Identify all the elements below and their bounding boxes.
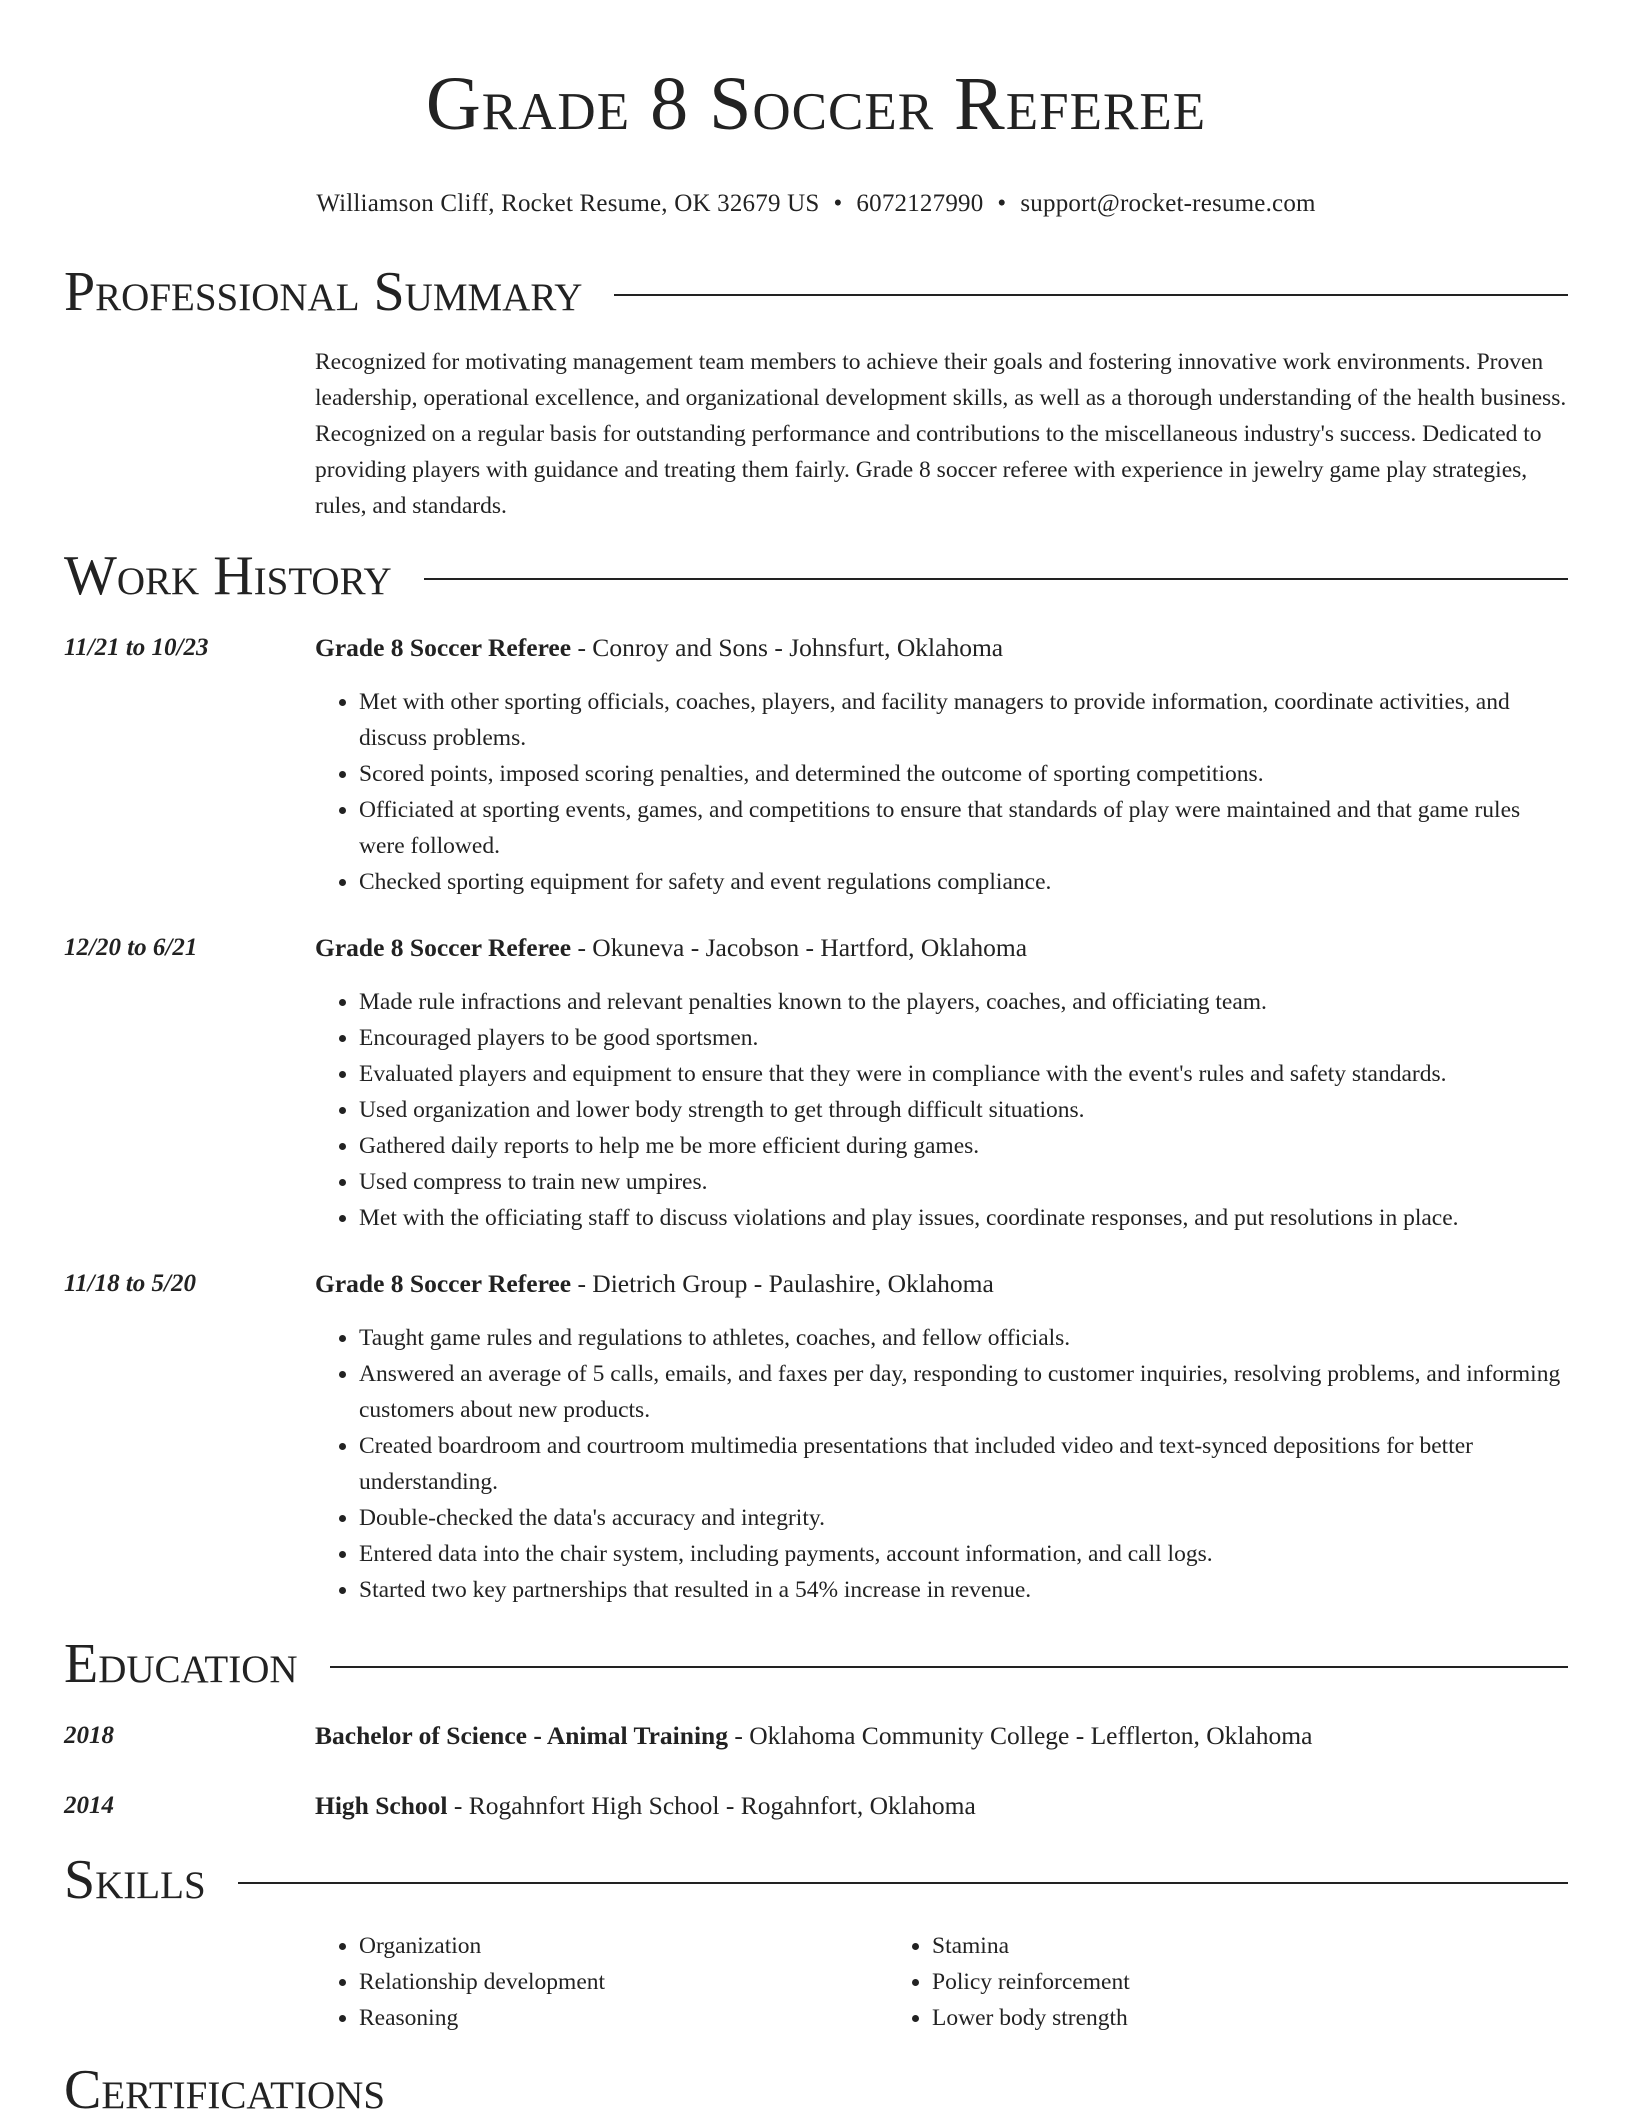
contact-line xyxy=(64,188,1568,220)
list-item: • Checked sporting equipment for safety and event regulations compliance. xyxy=(359,864,1568,900)
summary-section-header xyxy=(64,260,1568,324)
job-title: Grade 8 Soccer Referee xyxy=(315,633,572,662)
resume-page xyxy=(64,0,1568,2122)
list-item: • Encouraged players to be good sportsmen. xyxy=(359,1020,1568,1056)
list-item: • Created boardroom and courtroom multimedia presentations that included video and text-synced depositions for better understanding. xyxy=(359,1428,1568,1500)
education-year: 2018 xyxy=(64,1722,114,1749)
skill-item: • Lower body strength xyxy=(932,2000,1568,2036)
list-item: • Made rule infractions and relevant penalties known to the players, coaches, and officiating team. xyxy=(359,984,1568,1020)
education-school: - Oklahoma Community College - Lefflerton, Oklahoma xyxy=(727,1721,1313,1750)
education-year: 2014 xyxy=(64,1792,114,1819)
list-item: • Entered data into the chair system, including payments, account information, and call logs. xyxy=(359,1536,1568,1572)
skills-column xyxy=(315,1928,888,2036)
skill-item: • Relationship development xyxy=(359,1964,888,2000)
section-divider xyxy=(424,578,1568,580)
job-entry xyxy=(64,930,1568,1236)
work-section-header xyxy=(64,544,1568,608)
section-divider xyxy=(614,294,1568,296)
education-school: - Rogahnfort High School - Rogahnfort, Oklahoma xyxy=(447,1791,976,1820)
skill-item: • Reasoning xyxy=(359,2000,888,2036)
skills-column xyxy=(888,1928,1568,2036)
list-item: • Double-checked the data's accuracy and integrity. xyxy=(359,1500,1568,1536)
work-heading: Work History xyxy=(64,545,392,607)
education-section-header xyxy=(64,1632,1568,1696)
job-employer: - Conroy and Sons - Johnsfurt, Oklahoma xyxy=(571,633,1004,662)
skills-heading: Skills xyxy=(64,1849,206,1911)
education-entry xyxy=(64,1718,1568,1754)
job-employer: - Okuneva - Jacobson - Hartford, Oklahoma xyxy=(571,933,1028,962)
skill-item: • Stamina xyxy=(932,1928,1568,1964)
list-item: • Taught game rules and regulations to athletes, coaches, and fellow officials. xyxy=(359,1320,1568,1356)
job-title-line xyxy=(315,930,1568,966)
job-dates: 11/18 to 5/20 xyxy=(64,1270,196,1297)
summary-text: Recognized for motivating management team members to achieve their goals and fostering innovative work environments. Proven leadership, operational excellence, and organizational development skills, as well as a thorough understanding of the health business. Recognized on a regular basis for outstanding performance and contributions to the miscellaneous industry's success. Dedicated to providing players with guidance and treating them fairly. Grade 8 soccer referee with experience in jewelry game play strategies, rules, and standards. xyxy=(315,349,1567,519)
education-degree: High School xyxy=(315,1791,448,1820)
education-entry xyxy=(64,1788,1568,1824)
resume-name: Grade 8 Soccer Referee xyxy=(425,62,1207,146)
certifications-section-header xyxy=(64,2058,1568,2122)
job-entry xyxy=(64,1266,1568,1608)
contact-phone: 6072127990 xyxy=(856,190,984,217)
job-title: Grade 8 Soccer Referee xyxy=(315,933,572,962)
list-item: • Used compress to train new umpires. xyxy=(359,1164,1568,1200)
list-item: • Gathered daily reports to help me be more efficient during games. xyxy=(359,1128,1568,1164)
education-heading: Education xyxy=(64,1633,298,1695)
list-item: • Answered an average of 5 calls, emails, and faxes per day, responding to customer inquiries, resolving problems, and informing customers about new products. xyxy=(359,1356,1568,1428)
job-dates: 12/20 to 6/21 xyxy=(64,934,198,961)
list-item: • Met with other sporting officials, coaches, players, and facility managers to provide information, coordinate activities, and discuss problems. xyxy=(359,684,1568,756)
education-line xyxy=(315,1788,1568,1824)
job-title: Grade 8 Soccer Referee xyxy=(315,1269,572,1298)
job-bullets xyxy=(315,1320,1568,1608)
job-title-line xyxy=(315,1266,1568,1302)
list-item: • Evaluated players and equipment to ensure that they were in compliance with the event's rules and safety standards. xyxy=(359,1056,1568,1092)
education-line xyxy=(315,1718,1568,1754)
job-bullets xyxy=(315,684,1568,900)
list-item: • Started two key partnerships that resulted in a 54% increase in revenue. xyxy=(359,1572,1568,1608)
list-item: • Used organization and lower body strength to get through difficult situations. xyxy=(359,1092,1568,1128)
job-employer: - Dietrich Group - Paulashire, Oklahoma xyxy=(571,1269,994,1298)
job-bullets xyxy=(315,984,1568,1236)
job-entry xyxy=(64,630,1568,900)
education-degree: Bachelor of Science - Animal Training xyxy=(315,1721,728,1750)
list-item: • Met with the officiating staff to discuss violations and play issues, coordinate responses, and put resolutions in place. xyxy=(359,1200,1568,1236)
contact-separator: • xyxy=(833,190,843,217)
contact-address: Williamson Cliff, Rocket Resume, OK 32679 US xyxy=(316,190,820,217)
job-dates: 11/21 to 10/23 xyxy=(64,634,209,661)
contact-email: support@rocket-resume.com xyxy=(1020,190,1316,217)
summary-heading: Professional Summary xyxy=(64,261,583,323)
skills-list xyxy=(315,1928,1568,2036)
contact-separator: • xyxy=(997,190,1007,217)
section-divider xyxy=(330,1666,1568,1668)
skills-section-header xyxy=(64,1848,1568,1912)
skill-item: • Organization xyxy=(359,1928,888,1964)
skill-item: • Policy reinforcement xyxy=(932,1964,1568,2000)
job-title-line xyxy=(315,630,1568,666)
section-divider xyxy=(238,1882,1568,1884)
list-item: • Officiated at sporting events, games, and competitions to ensure that standards of play were maintained and that game rules were followed. xyxy=(359,792,1568,864)
list-item: • Scored points, imposed scoring penalties, and determined the outcome of sporting competitions. xyxy=(359,756,1568,792)
certifications-heading: Certifications xyxy=(64,2059,386,2121)
